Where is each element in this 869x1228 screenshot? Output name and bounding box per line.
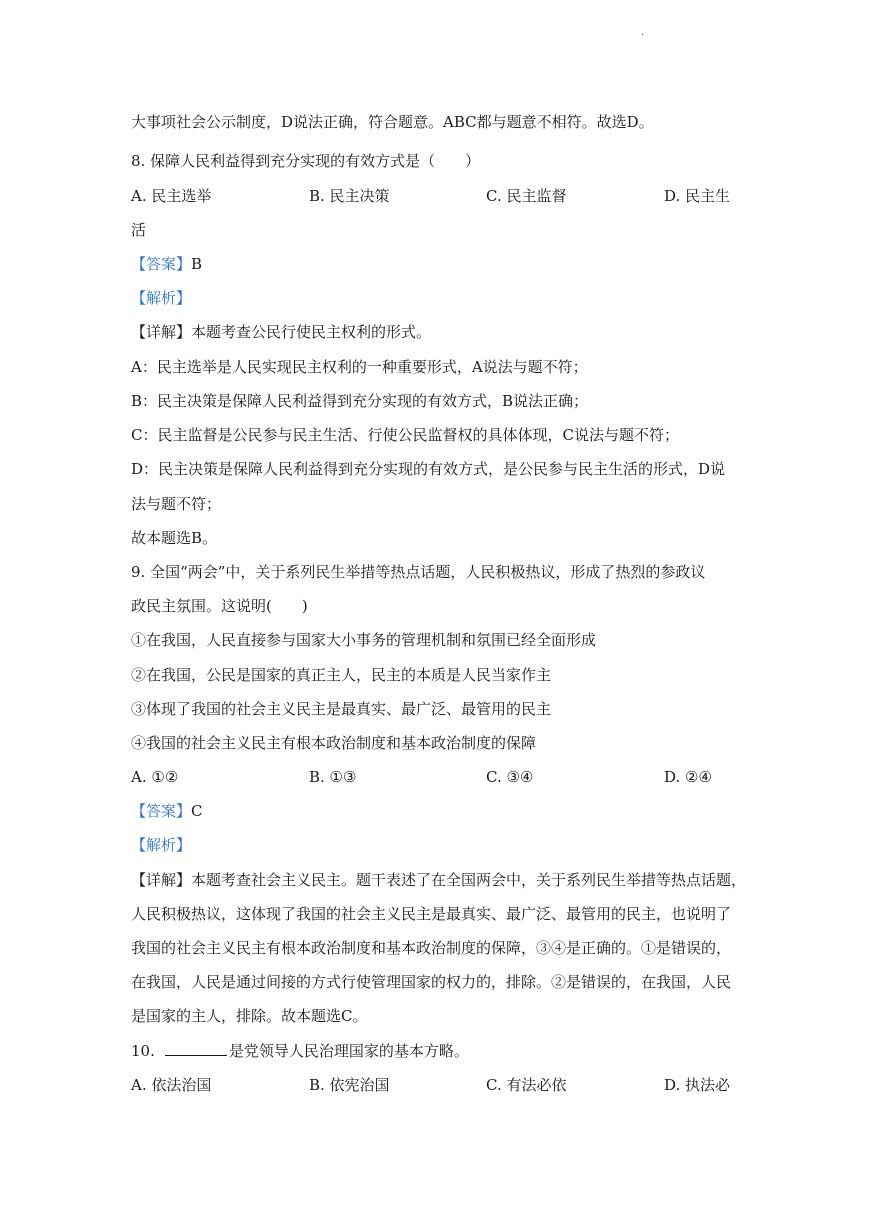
q9-answer	[131, 801, 203, 821]
q8-detail-tag: 【详解】	[131, 323, 192, 341]
q8-option-d: D. 民主生	[664, 187, 731, 205]
q9-detail-line: 是国家的主人，排除。故本题选C。	[131, 1007, 368, 1025]
q8-analysis-line: A：民主选举是人民实现民主权利的一种重要形式，A说法与题不符；	[131, 358, 588, 376]
q9-detail-line: 人民积极热议，这体现了我国的社会主义民主是最真实、最广泛、最管用的民主，也说明了	[131, 905, 732, 923]
q8-option-b: B. 民主决策	[309, 187, 390, 205]
q10-stem	[131, 1041, 469, 1061]
q8-answer-value: B	[191, 255, 203, 273]
q9-detail-tag: 【详解】	[131, 871, 192, 889]
intro-line: 大事项社会公示制度，D说法正确，符合题意。ABC都与题意不相符。故选D。	[131, 113, 654, 131]
q8-analysis-line: B：民主决策是保障人民利益得到充分实现的有效方式，B说法正确；	[131, 392, 589, 410]
q9-statement: ②在我国，公民是国家的真正主人，民主的本质是人民当家作主	[131, 666, 552, 684]
q9-detail	[131, 870, 746, 890]
q9-detail-line: 本题考查社会主义民主。题干表述了在全国两会中，关于系列民生举措等热点话题，	[191, 871, 747, 889]
q10-blank	[165, 1041, 227, 1056]
q10-option-b: B. 依宪治国	[309, 1076, 390, 1094]
q8-option-a: A. 民主选举	[131, 187, 212, 205]
q9-detail-line: 在我国，人民是通过间接的方式行使管理国家的权力的，排除。②是错误的，在我国，人民	[131, 973, 732, 991]
q8-stem: 8. 保障人民利益得到充分实现的有效方式是（ ）	[131, 152, 481, 170]
q8-analysis-line: C：民主监督是公民参与民主生活、行使公民监督权的具体体现，C说法与题不符；	[131, 426, 679, 444]
q9-statement: ①在我国，人民直接参与国家大小事务的管理机制和氛围已经全面形成	[131, 631, 597, 649]
q8-analysis-line: D：民主决策是保障人民利益得到充分实现的有效方式，是公民参与民主生活的形式，D说	[131, 460, 726, 478]
q8-detail-text: 本题考查公民行使民主权利的形式。	[191, 323, 432, 341]
q9-option-a: A. ①②	[131, 768, 179, 786]
q9-option-d: D. ②④	[664, 768, 712, 786]
q9-stem-1: 9. 全国“两会”中，关于系列民生举措等热点话题，人民积极热议，形成了热烈的参政议	[131, 563, 706, 581]
q9-analysis-tag: 【解析】	[131, 836, 192, 854]
q10-number: 10.	[131, 1042, 155, 1060]
q8-detail	[131, 322, 431, 342]
q10-option-d: D. 执法必	[664, 1076, 731, 1094]
q9-option-c: C. ③④	[486, 768, 534, 786]
q9-answer-tag: 【答案】	[131, 802, 192, 820]
q9-option-b: B. ①③	[309, 768, 357, 786]
q8-option-c: C. 民主监督	[486, 187, 567, 205]
q9-answer-value: C	[191, 802, 203, 820]
q9-statement: ③体现了我国的社会主义民主是最真实、最广泛、最管用的民主	[131, 700, 552, 718]
q8-analysis-line: 故本题选B。	[131, 529, 218, 547]
q8-answer-tag: 【答案】	[131, 255, 192, 273]
q9-stem-2: 政民主氛围。这说明( )	[131, 597, 308, 615]
header-mark: ·	[641, 30, 645, 41]
q8-analysis-line: 法与题不符；	[131, 495, 222, 513]
q8-analysis-tag: 【解析】	[131, 289, 192, 307]
q8-option-wrap: 活	[131, 221, 147, 239]
q10-stem-text: 是党领导人民治理国家的基本方略。	[228, 1042, 469, 1060]
q10-option-a: A. 依法治国	[131, 1076, 212, 1094]
q9-statement: ④我国的社会主义民主有根本政治制度和基本政治制度的保障	[131, 734, 537, 752]
q8-answer	[131, 254, 202, 274]
q9-detail-line: 我国的社会主义民主有根本政治制度和基本政治制度的保障，③④是正确的。①是错误的，	[131, 939, 732, 957]
q10-option-c: C. 有法必依	[486, 1076, 567, 1094]
